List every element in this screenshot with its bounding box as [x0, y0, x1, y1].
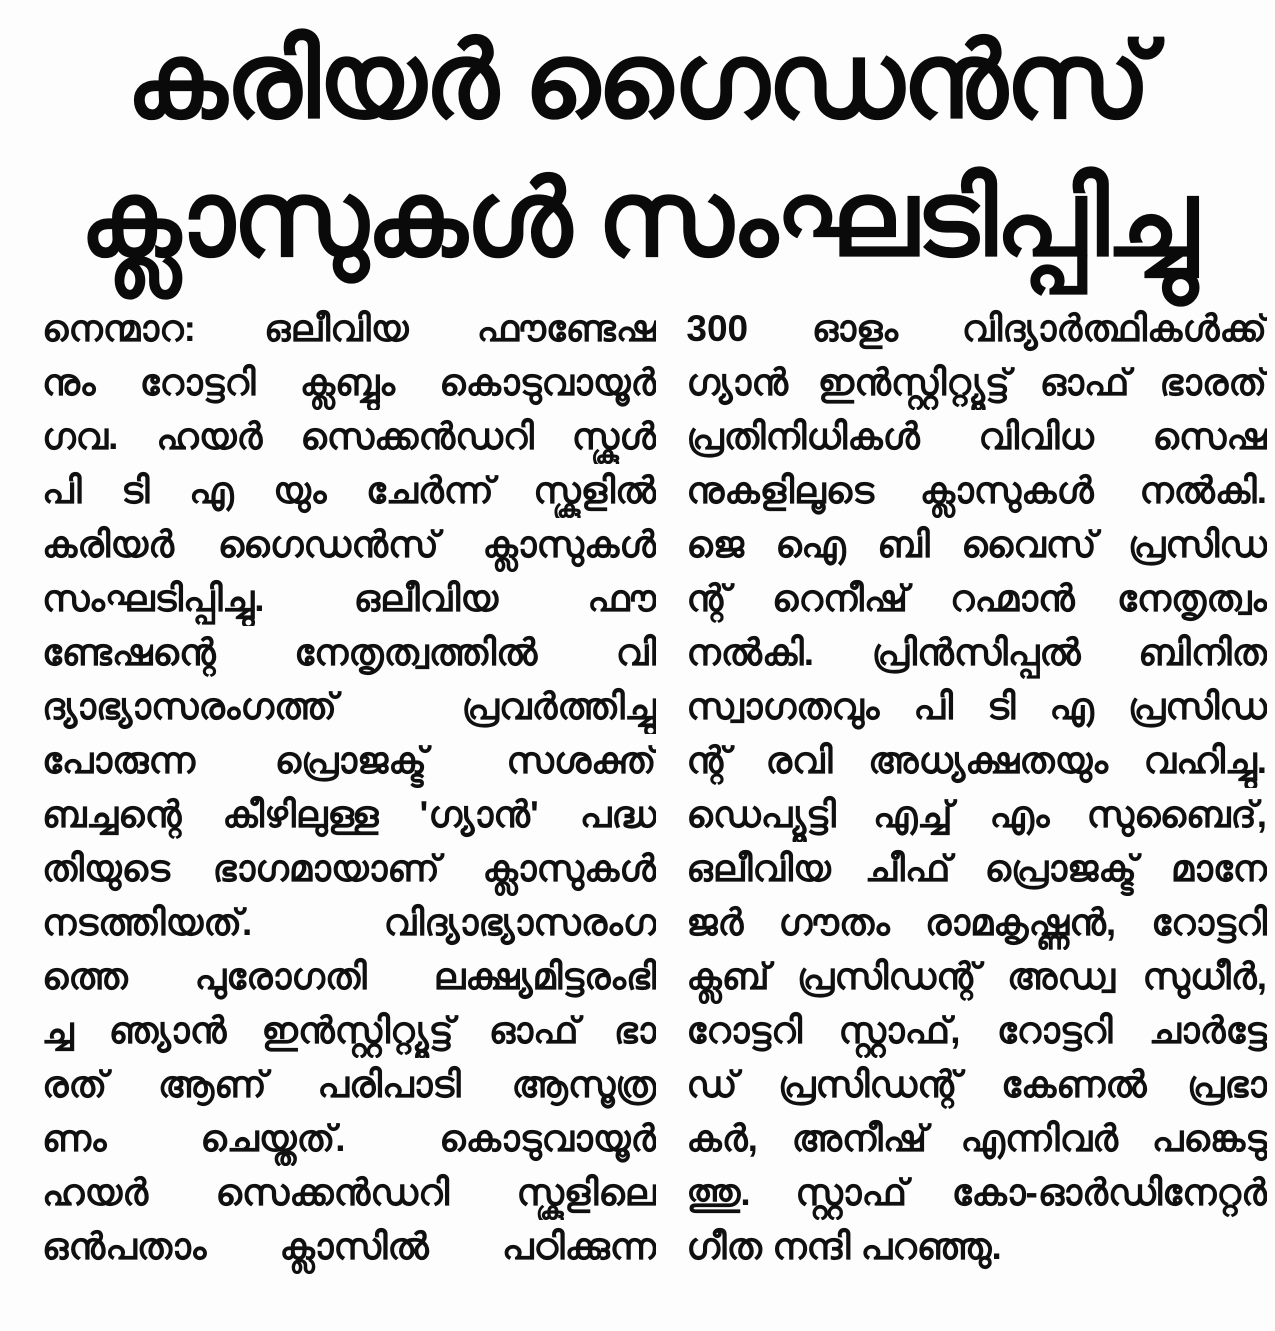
- headline-line-2: ക്ലാസുകൾ സംഘടിപ്പിച്ചു: [79, 160, 1196, 278]
- text-line: ഒൻപതാം ക്ലാസിൽ പഠിക്കുന്ന: [42, 1226, 657, 1267]
- text-line: നെന്മാറ: ഒലീവിയ ഫൗണ്ടേഷ: [42, 308, 657, 349]
- headline-line-1: കരിയർ ഗൈഡൻസ്: [126, 22, 1149, 140]
- text-line: ഒലീവിയ ചീഫ് പ്രൊജക്ട് മാനേ: [686, 848, 1267, 889]
- text-line: ഡ് പ്രസിഡന്റ് കേണൽ പ്രഭാ: [686, 1064, 1267, 1105]
- text-line: പ്രതിനിധികൾ വിവിധ സെഷ: [686, 416, 1267, 457]
- text-line: സംഘടിപ്പിച്ചു. ഒലീവിയ ഫൗ: [42, 578, 657, 619]
- article-column-right: [686, 302, 1267, 1274]
- text-line: ദ്യാഭ്യാസരംഗത്ത് പ്രവർത്തിച്ചു: [42, 686, 657, 727]
- text-line: ഗീത നന്ദി പറഞ്ഞു.: [686, 1226, 1002, 1267]
- text-line: നും റോട്ടറി ക്ലബ്ബും കൊടുവായൂർ: [42, 362, 657, 403]
- text-line: ണം ചെയ്തത്. കൊടുവായൂർ: [42, 1118, 657, 1159]
- text-line: 300 ഓളം വിദ്യാർത്ഥികൾക്ക്: [686, 308, 1267, 349]
- headline: [30, 12, 1245, 288]
- text-line: ബച്ചന്റെ കീഴിലുള്ള 'ഗ്യാൻ' പദ്ധ: [42, 794, 657, 835]
- text-line: ത്തെ പുരോഗതി ലക്ഷ്യമിട്ടരംഭി: [42, 956, 657, 997]
- text-line: നൽകി. പ്രിൻസിപ്പൽ ബിനിത: [686, 632, 1267, 673]
- text-line: തിയുടെ ഭാഗമായാണ് ക്ലാസുകൾ: [42, 848, 657, 889]
- article-body: [42, 302, 1267, 1274]
- article-column-left: [42, 302, 656, 1274]
- text-line: ഹയർ സെക്കൻഡറി സ്കൂളിലെ: [42, 1172, 657, 1213]
- text-line: കരിയർ ഗൈഡൻസ് ക്ലാസുകൾ: [42, 524, 657, 565]
- text-line: പോരുന്ന പ്രൊജക്ട് സശക്ത്: [42, 740, 657, 781]
- text-line: രത് ആണ് പരിപാടി ആസൂത്ര: [42, 1064, 657, 1105]
- text-line: ണ്ടേഷന്റെ നേതൃത്വത്തിൽ വി: [42, 632, 657, 673]
- text-line: ജെ ഐ ബി വൈസ് പ്രസിഡ: [686, 524, 1267, 565]
- text-line: റോട്ടറി സ്റ്റാഫ്, റോട്ടറി ചാർട്ടേ: [686, 1010, 1267, 1051]
- text-line: ക്ലബ് പ്രസിഡന്റ് അഡ്വ സുധീർ,: [686, 956, 1267, 997]
- text-line: നുകളിലൂടെ ക്ലാസുകൾ നൽകി.: [686, 470, 1267, 511]
- text-line: സ്വാഗതവും പി ടി എ പ്രസിഡ: [686, 686, 1267, 727]
- text-line: ന്റ് റെനീഷ് റഹ്മാൻ നേതൃത്വം: [686, 578, 1267, 619]
- text-line: ഗ്യാൻ ഇൻസ്റ്റിറ്റ്യൂട്ട് ഓഫ് ഭാരത്: [686, 362, 1267, 403]
- text-line: ന്റ് രവി അധ്യക്ഷതയും വഹിച്ചു.: [686, 740, 1267, 781]
- text-line: ഡെപ്യൂട്ടി എച്ച് എം സുബൈദ്,: [686, 794, 1267, 835]
- text-line: ച്ച ഞ്യാൻ ഇൻസ്റ്റിറ്റ്യൂട്ട് ഓഫ് ഭാ: [42, 1010, 657, 1051]
- text-line: ത്തു. സ്റ്റാഫ് കോ-ഓർഡിനേറ്റർ: [686, 1172, 1267, 1213]
- text-line: കർ, അനീഷ് എന്നിവർ പങ്കെടു: [686, 1118, 1267, 1159]
- text-line: നടത്തിയത്. വിദ്യാഭ്യാസരംഗ: [42, 902, 657, 943]
- text-line: ഗവ. ഹയർ സെക്കൻഡറി സ്കൂൾ: [42, 416, 657, 457]
- text-line: പി ടി എ യും ചേർന്ന് സ്കൂളിൽ: [42, 470, 657, 511]
- text-line: ജർ ഗൗതം രാമകൃഷ്ണൻ, റോട്ടറി: [686, 902, 1267, 943]
